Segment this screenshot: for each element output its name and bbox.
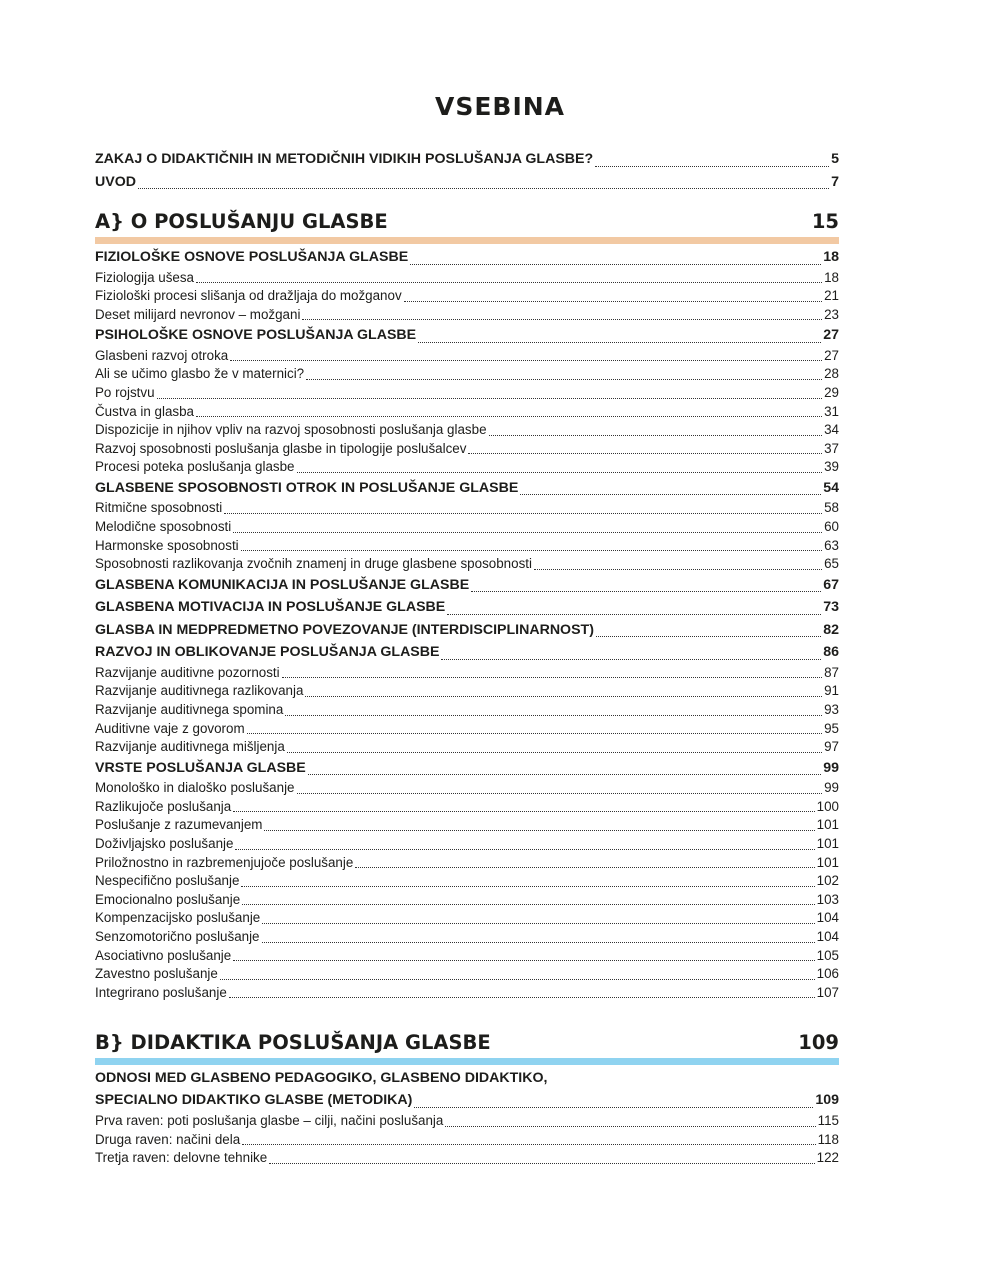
toc-entry[interactable]: [95, 854, 839, 873]
toc-entry-page: 18: [824, 269, 839, 285]
part-b-heading[interactable]: [95, 1028, 839, 1065]
dot-leader: [534, 565, 822, 570]
toc-entry[interactable]: [95, 518, 839, 537]
toc-entry-label: Priložnostno in razbremenjujoče poslušanje: [95, 854, 354, 870]
toc-entry-page: 23: [824, 306, 839, 322]
dot-leader: [285, 711, 822, 716]
toc-entry[interactable]: [95, 148, 839, 171]
toc-entry[interactable]: [95, 1112, 839, 1131]
toc-entry-label: GLASBENA KOMUNIKACIJA IN POSLUŠANJE GLASBE: [95, 576, 470, 593]
toc-entry-label: Fiziološki procesi slišanja od dražljaja do možganov: [95, 288, 402, 304]
dot-leader: [224, 509, 822, 514]
toc-entry[interactable]: [95, 246, 839, 269]
toc-entry-page: 58: [824, 500, 839, 516]
dot-leader: [269, 1159, 814, 1164]
dot-leader: [355, 863, 814, 868]
toc-entry-page: 93: [824, 702, 839, 717]
toc-entry[interactable]: [95, 965, 839, 984]
toc-entry[interactable]: [95, 947, 839, 966]
toc-entry[interactable]: [95, 757, 839, 780]
dot-leader: [233, 956, 814, 961]
toc-entry-label: GLASBENA MOTIVACIJA IN POSLUŠANJE GLASBE: [95, 599, 446, 616]
dot-leader: [308, 770, 821, 775]
toc-entry[interactable]: [95, 347, 839, 366]
toc-entry-label: Ali se učimo glasbo že v maternici?: [95, 366, 305, 382]
toc-entry-page: 99: [823, 759, 839, 776]
toc-entry-label: Sposobnosti razlikovanja zvočnih znamenj in druge glasbene sposobnosti: [95, 556, 532, 572]
dot-leader: [138, 184, 829, 189]
toc-entry-page: 54: [823, 479, 839, 496]
toc-entry[interactable]: [95, 1131, 839, 1150]
toc-entry-label: Melodične sposobnosti: [95, 519, 232, 535]
dot-leader: [305, 692, 822, 697]
dot-leader: [262, 919, 814, 924]
toc-entry-label: Ritmične sposobnosti: [95, 500, 223, 516]
toc-entry[interactable]: [95, 928, 839, 947]
toc-entry[interactable]: [95, 738, 839, 757]
dot-leader: [596, 632, 821, 637]
toc-entry-page: 5: [831, 151, 839, 167]
toc-entry-page: 100: [816, 798, 839, 814]
part-a-label: A} O POSLUŠANJU GLASBE: [95, 210, 388, 233]
toc-entry[interactable]: [95, 421, 839, 440]
toc-entry[interactable]: [95, 872, 839, 891]
toc-entry[interactable]: [95, 720, 839, 739]
part-a-page: 15: [811, 210, 839, 233]
toc-entry[interactable]: [95, 403, 839, 422]
dot-leader: [297, 468, 823, 473]
toc-entry-label: RAZVOJ IN OBLIKOVANJE POSLUŠANJA GLASBE: [95, 644, 440, 661]
toc-entry-page: 101: [816, 854, 839, 870]
toc-entry-label: Dispozicije in njihov vpliv na razvoj sposobnosti poslušanja glasbe: [95, 422, 487, 438]
dot-leader: [468, 449, 822, 454]
toc-entry[interactable]: [95, 477, 839, 500]
toc-entry[interactable]: [95, 574, 839, 597]
toc-entry-label: Prva raven: poti poslušanja glasbe – cilji, načini poslušanja: [95, 1112, 444, 1128]
toc-entry-page: 39: [824, 459, 839, 475]
toc-entry[interactable]: [95, 365, 839, 384]
toc-entry-label: Druga raven: načini dela: [95, 1131, 241, 1147]
dot-leader: [441, 655, 821, 660]
dot-leader: [595, 162, 829, 167]
toc-entry-page: 87: [824, 664, 839, 680]
toc-entry-page: 101: [816, 836, 839, 852]
dot-leader: [306, 375, 822, 380]
dot-leader: [282, 673, 822, 678]
toc-entry-label: Kompenzacijsko poslušanje: [95, 910, 261, 926]
part-a-entries: [95, 246, 839, 1002]
dot-leader: [414, 1103, 813, 1108]
toc-entry-page: 67: [823, 576, 839, 593]
dot-leader: [196, 278, 822, 283]
dot-leader: [418, 338, 821, 343]
part-b-page: 109: [798, 1031, 839, 1055]
dot-leader: [230, 356, 822, 361]
toc-entry-page: 106: [816, 966, 839, 982]
toc-entry-page: 86: [823, 644, 839, 661]
toc-entry-page: 63: [824, 537, 839, 553]
dot-leader: [247, 729, 822, 734]
toc-entry-label: Razvijanje auditivne pozornosti: [95, 664, 280, 680]
toc-entry-label: Integrirano poslušanje: [95, 984, 227, 1000]
toc-entry[interactable]: [95, 171, 839, 194]
toc-entry[interactable]: [95, 287, 839, 306]
toc-entry-page: 73: [823, 599, 839, 616]
dot-leader: [229, 993, 815, 998]
toc-entry[interactable]: [95, 499, 839, 518]
dot-leader: [404, 297, 822, 302]
dot-leader: [302, 315, 822, 320]
toc-entry-label: Senzomotorično poslušanje: [95, 929, 260, 945]
toc-entry-page: 118: [817, 1131, 839, 1147]
toc-entry[interactable]: [95, 641, 839, 664]
toc-entry-label: Monološko in dialoško poslušanje: [95, 780, 295, 796]
toc-entry-page: 28: [824, 366, 839, 382]
toc-entry[interactable]: [95, 1149, 839, 1168]
dot-leader: [264, 826, 814, 831]
toc-entry[interactable]: [95, 835, 839, 854]
part-b-label: B} DIDAKTIKA POSLUŠANJA GLASBE: [95, 1031, 491, 1055]
toc-entry-page: 99: [824, 780, 839, 796]
toc-entry-label: Razvoj sposobnosti poslušanja glasbe in tipologije poslušalcev: [95, 440, 467, 456]
toc-entry-label: Zavestno poslušanje: [95, 966, 218, 982]
toc-entry[interactable]: [95, 779, 839, 798]
dot-leader: [520, 490, 821, 495]
toc-entry-page: 95: [824, 720, 839, 736]
toc-entry-label: GLASBA IN MEDPREDMETNO POVEZOVANJE (INTERDISCIPLINARNOST): [95, 621, 594, 638]
toc-entry[interactable]: [95, 384, 839, 403]
toc-entry-label: GLASBENE SPOSOBNOSTI OTROK IN POSLUŠANJE GLASBE: [95, 479, 519, 496]
toc-entry[interactable]: [95, 458, 839, 477]
toc-entry-page: 21: [824, 288, 839, 304]
toc-entry-label: ZAKAJ O DIDAKTIČNIH IN METODIČNIH VIDIKIH POSLUŠANJA GLASBE?: [95, 151, 594, 167]
toc-entry-label: PSIHOLOŠKE OSNOVE POSLUŠANJA GLASBE: [95, 327, 417, 344]
toc-entry[interactable]: [95, 798, 839, 817]
toc-entry-page: 65: [824, 556, 839, 572]
toc-entry-label: Fiziologija ušesa: [95, 269, 194, 285]
toc-entry-label: Emocionalno poslušanje: [95, 891, 241, 907]
toc-entry-page: 82: [823, 621, 839, 638]
dot-leader: [157, 394, 823, 399]
dot-leader: [233, 528, 822, 533]
toc-entry-page: 27: [823, 327, 839, 344]
toc-entry-page: 31: [824, 403, 839, 419]
toc-entry-label: Čustva in glasba: [95, 403, 194, 419]
toc-entry-label: Razvijanje auditivnega spomina: [95, 702, 284, 717]
dot-leader: [447, 610, 821, 615]
toc-entry-page: 105: [816, 947, 839, 963]
toc-entry[interactable]: [95, 682, 839, 701]
toc-entry[interactable]: [95, 324, 839, 347]
part-a-heading[interactable]: [95, 207, 839, 244]
toc-entry-page: 97: [824, 739, 839, 755]
toc-entry-page: 91: [824, 683, 839, 699]
toc-entry[interactable]: [95, 269, 839, 288]
dot-leader: [220, 975, 815, 980]
dot-leader: [242, 1140, 815, 1145]
toc-entry[interactable]: [95, 1089, 839, 1112]
toc-entry-page: 102: [816, 873, 839, 889]
toc-entry-label: Glasbeni razvoj otroka: [95, 347, 229, 363]
toc-entry-page: 104: [816, 929, 839, 945]
toc-entry[interactable]: [95, 891, 839, 910]
toc-entry-page: 29: [824, 384, 839, 400]
toc-entry[interactable]: [95, 619, 839, 642]
toc-entry-label: UVOD: [95, 173, 136, 190]
toc-entry[interactable]: [95, 984, 839, 1003]
toc-entry[interactable]: [95, 306, 839, 325]
dot-leader: [241, 546, 822, 551]
dot-leader: [489, 431, 823, 436]
toc-entry-label: Asociativno poslušanje: [95, 947, 232, 963]
dot-leader: [410, 260, 821, 265]
toc-entry-page: 122: [816, 1150, 839, 1166]
toc-entry-label: Razlikujoče poslušanja: [95, 798, 232, 814]
toc-entry[interactable]: [95, 440, 839, 459]
toc-entry-page: 109: [815, 1092, 839, 1109]
toc-entry[interactable]: [95, 596, 839, 619]
toc-entry-label: SPECIALNO DIDAKTIKO GLASBE (METODIKA): [95, 1092, 413, 1109]
toc-entry-page: 60: [824, 519, 839, 535]
toc-entry-page: 37: [824, 440, 839, 456]
toc-entry[interactable]: [95, 909, 839, 928]
toc-entry-label: Razvijanje auditivnega razlikovanja: [95, 683, 304, 699]
toc-entry-label: FIZIOLOŠKE OSNOVE POSLUŠANJA GLASBE: [95, 249, 409, 265]
toc-entry[interactable]: [95, 664, 839, 683]
toc-entry-page: 18: [823, 249, 839, 265]
toc-entry-page: 34: [824, 422, 839, 438]
dot-leader: [241, 882, 814, 887]
toc-entry[interactable]: [95, 555, 839, 574]
dot-leader: [262, 938, 815, 943]
dot-leader: [242, 900, 814, 905]
intro-section: [95, 148, 839, 193]
toc-entry-label: Poslušanje z razumevanjem: [95, 817, 263, 833]
table-of-contents: [95, 148, 839, 1168]
toc-entry-label: Deset milijard nevronov – možgani: [95, 306, 301, 322]
toc-entry-label: Procesi poteka poslušanja glasbe: [95, 459, 295, 475]
toc-entry-label: Doživljajsko poslušanje: [95, 836, 234, 852]
toc-entry-label: Auditivne vaje z govorom: [95, 720, 245, 736]
toc-entry-label: Nespecifično poslušanje: [95, 873, 240, 889]
dot-leader: [471, 587, 821, 592]
dot-leader: [235, 845, 814, 850]
dot-leader: [445, 1122, 815, 1127]
toc-entry-page: 103: [816, 891, 839, 907]
part-b-subheading-line1: ODNOSI MED GLASBENO PEDAGOGIKO, GLASBENO DIDAKTIKO,: [95, 1070, 548, 1087]
dot-leader: [297, 789, 823, 794]
toc-entry-page: 27: [824, 347, 839, 363]
toc-entry-page: 115: [817, 1112, 839, 1128]
page-title: VSEBINA: [434, 92, 566, 121]
toc-entry-label: Tretja raven: delovne tehnike: [95, 1150, 268, 1166]
toc-entry-label: Razvijanje auditivnega mišljenja: [95, 739, 285, 755]
dot-leader: [196, 412, 822, 417]
dot-leader: [287, 748, 822, 753]
part-b-entries: [95, 1112, 839, 1168]
dot-leader: [233, 807, 814, 812]
toc-entry-label: Po rojstvu: [95, 384, 155, 400]
toc-entry[interactable]: [95, 701, 839, 720]
toc-entry-page: 107: [816, 984, 839, 1000]
toc-entry-label: Harmonske sposobnosti: [95, 537, 239, 553]
toc-entry-label: VRSTE POSLUŠANJA GLASBE: [95, 759, 306, 776]
toc-entry[interactable]: [95, 816, 839, 835]
toc-entry-page: 104: [816, 910, 839, 926]
toc-entry[interactable]: [95, 537, 839, 556]
toc-entry-page: 7: [831, 173, 839, 190]
toc-entry-page: 101: [816, 817, 839, 833]
